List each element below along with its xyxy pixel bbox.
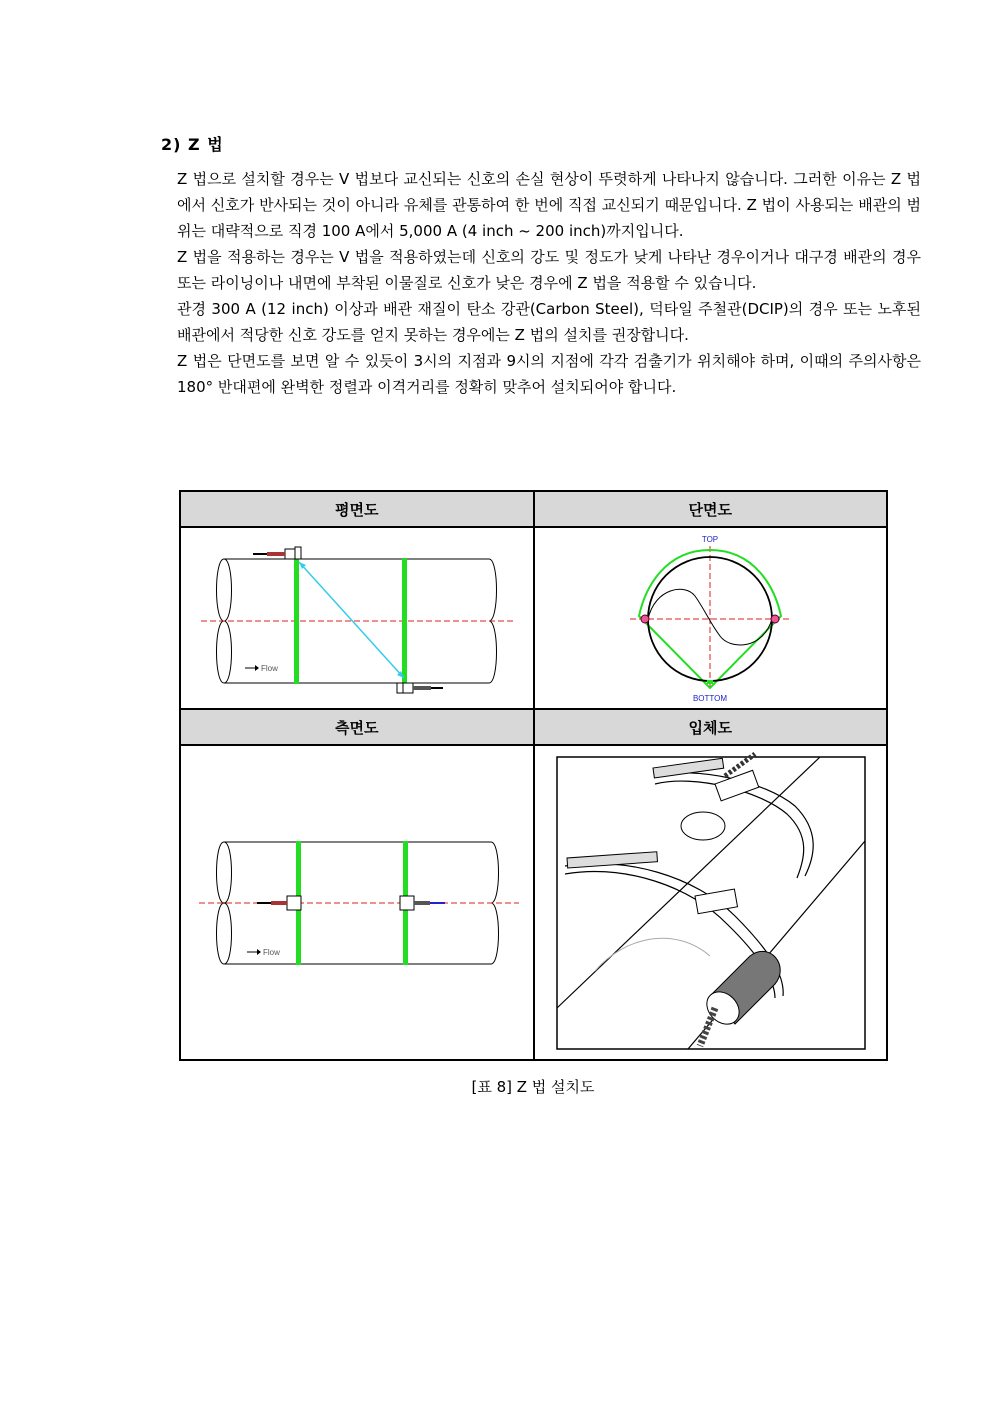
header-side-view: 측면도 xyxy=(180,709,534,745)
figure-caption: [표 8] Z 법 설치도 xyxy=(471,1078,595,1096)
paragraph-3: 관경 300 A (12 inch) 이상과 배관 재질이 탄소 강관(Carbon Steel), 덕타일 주철관(DCIP)의 경우 또는 노후된 배관에서 적당한 신호 강도를 얻지 못하는 경우에는 Z 법의 설치를 권장합니다. xyxy=(177,300,921,344)
paragraph-2: Z 법을 적용하는 경우는 V 법을 적용하였는데 신호의 강도 및 정도가 낮게 나타난 경우이거나 대구경 배관의 경우 또는 라이닝이나 내면에 부착된 이물질로 신호가 낮은 경우에 Z 법을 적용할 수 있습니다. xyxy=(177,248,921,292)
clamp-band-1 xyxy=(294,558,299,684)
isometric-view-drawing xyxy=(535,746,886,1059)
section-heading: 2) Z 법 xyxy=(161,135,224,154)
side-view-cell xyxy=(180,745,534,1060)
header-section-view: 단면도 xyxy=(534,491,888,527)
clamp-band-2 xyxy=(402,558,407,684)
signal-path xyxy=(299,562,404,678)
transducer-bottom xyxy=(397,683,403,693)
section-view-drawing xyxy=(535,528,886,708)
top-label: TOP xyxy=(701,535,718,544)
body-text xyxy=(177,166,921,400)
transducer-top xyxy=(285,549,295,559)
flow-label-side: Flow xyxy=(263,948,280,957)
bottom-label: BOTTOM xyxy=(692,694,727,703)
paragraph-4: Z 법은 단면도를 보면 알 수 있듯이 3시의 지점과 9시의 지점에 각각 검출기가 위치해야 하며, 이때의 주의사항은 180° 반대편에 완벽한 정렬과 이격거리를 정확히 맞추어 설치되어야 합니다. xyxy=(177,352,921,396)
installation-figure-table xyxy=(179,490,888,1061)
isometric-view-cell xyxy=(534,745,888,1060)
transducer-left xyxy=(287,896,301,910)
transducer-3oclock xyxy=(771,615,779,623)
section-view-cell xyxy=(534,527,888,709)
header-isometric-view: 입체도 xyxy=(534,709,888,745)
plan-view-drawing xyxy=(181,528,532,708)
side-view-drawing xyxy=(181,746,532,1059)
flow-label: Flow xyxy=(261,664,278,673)
transducer-9oclock xyxy=(641,615,649,623)
plan-view-cell xyxy=(180,527,534,709)
paragraph-1: Z 법으로 설치할 경우는 V 법보다 교신되는 신호의 손실 현상이 뚜렷하게 나타나지 않습니다. 그러한 이유는 Z 법에서 신호가 반사되는 것이 아니라 유체를 관통하여 한 번에 직접 교신되기 때문입니다. Z 법이 사용되는 배관의 범위는 대략적으로 직경 100 A에서 5,000 A (4 inch ~ 200 inch)까지입니다. xyxy=(177,170,921,240)
transducer-right xyxy=(400,896,414,910)
header-plan-view: 평면도 xyxy=(180,491,534,527)
